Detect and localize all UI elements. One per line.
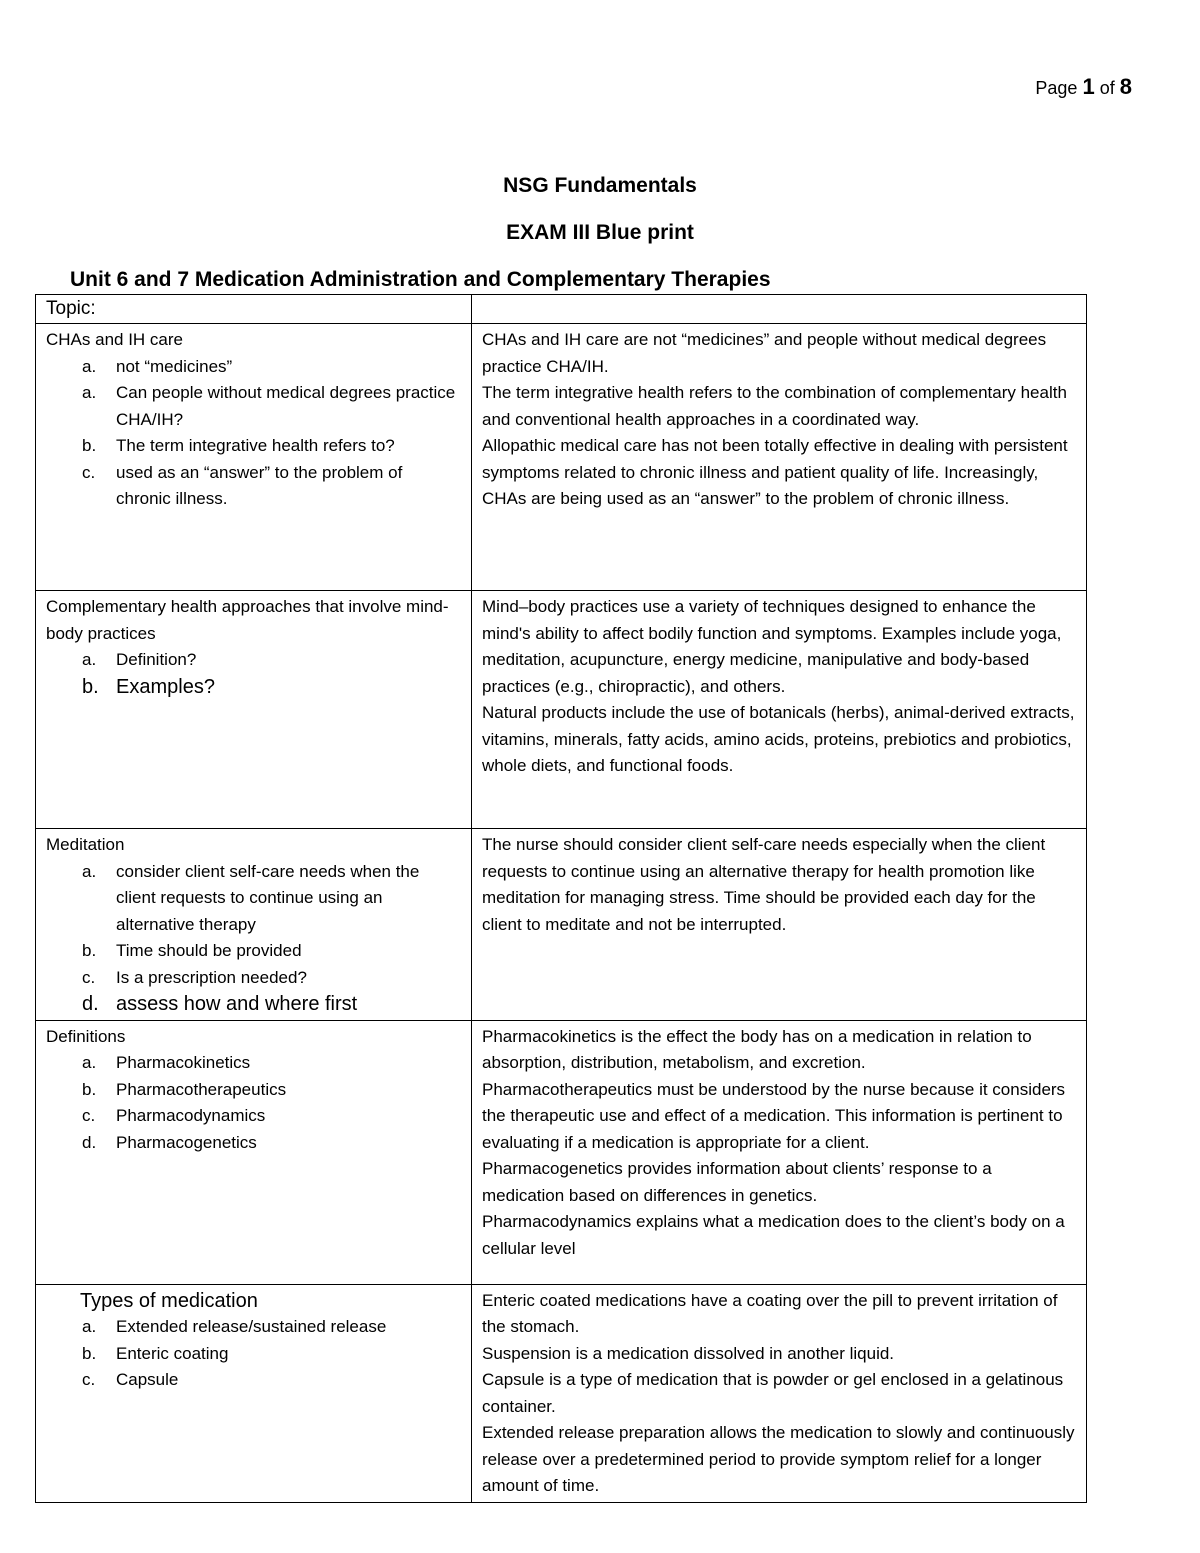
topic-cell (36, 1020, 472, 1284)
answer-paragraph: Extended release preparation allows the medication to slowly and continuously release over a predetermined period to provide symptom relief for a longer amount of time. (482, 1423, 1075, 1495)
blueprint-table (35, 294, 1087, 1503)
item-text: Examples? (116, 675, 215, 698)
answer-paragraph: Pharmacokinetics is the effect the body has on a medication in relation to absorption, distribution, metabolism, and excretion. (482, 1026, 1032, 1072)
item-text: Extended release/sustained release (116, 1317, 387, 1336)
item-text: Enteric coating (116, 1343, 229, 1363)
answer-header (472, 295, 1087, 324)
list-item (46, 674, 461, 701)
answer-paragraph: Pharmacodynamics explains what a medication does to the client’s body on a cellular level (482, 1212, 1065, 1258)
list-item (46, 1050, 461, 1077)
table-row (36, 1020, 1087, 1284)
answer-paragraph: Mind–body practices use a variety of techniques designed to enhance the mind's ability to affect bodily function and symptoms. Examples include yoga, meditation, acupuncture, energy medicine, manipulative and body-based practices (e.g., chiropractic), and others. (482, 597, 1062, 696)
item-marker: a. (82, 650, 97, 669)
list-item (46, 1103, 461, 1130)
item-text: consider client self-care needs when the client requests to continue using an alternative therapy (116, 861, 420, 934)
item-marker: d. (82, 1132, 97, 1152)
item-marker: a. (82, 1317, 97, 1336)
item-text: Pharmacotherapeutics (116, 1079, 287, 1099)
list-item (46, 1367, 461, 1394)
list-item (46, 433, 461, 460)
table-header-row (36, 295, 1087, 324)
topic-heading: Definitions (46, 1026, 126, 1046)
answer-paragraph: The nurse should consider client self-care needs especially when the client requests to continue using an alternative therapy for health promotion like meditation for managing stress. Time should be provided each day for the client to meditate and not be interrupted. (482, 835, 1046, 934)
topic-items (46, 1314, 461, 1394)
item-marker: b. (82, 941, 97, 960)
list-item (46, 938, 461, 965)
answer-paragraph: Natural products include the use of botanicals (herbs), animal-derived extracts, vitamins, minerals, fatty acids, amino acids, proteins, prebiotics and probiotics, whole diets, and functional foods. (482, 703, 1075, 775)
answer-cell (472, 829, 1087, 1021)
table-row (36, 1284, 1087, 1502)
item-marker: b. (82, 436, 97, 455)
list-item (46, 1077, 461, 1104)
topic-cell (36, 591, 472, 829)
item-text: Can people without medical degrees practice CHA/IH? (116, 383, 456, 429)
topic-heading: Meditation (46, 835, 125, 854)
list-item (46, 991, 461, 1018)
item-marker: a. (82, 383, 97, 402)
item-marker: d. (82, 993, 99, 1015)
answer-paragraph: Allopathic medical care has not been totally effective in dealing with persistent symptoms related to chronic illness and patient quality of life. Increasingly, CHAs are being used as an “answer” to the problem of chronic illness. (482, 436, 1068, 508)
table-row (36, 829, 1087, 1021)
item-text: Definition? (116, 650, 197, 669)
topic-items (46, 859, 461, 1018)
answer-cell (472, 591, 1087, 829)
item-text: Time should be provided (116, 941, 302, 960)
table-row (36, 324, 1087, 591)
item-text: The term integrative health refers to? (116, 436, 395, 455)
item-text: not “medicines” (116, 356, 233, 376)
topic-items (46, 647, 461, 700)
page-number (1035, 74, 1132, 100)
topic-cell (36, 324, 472, 591)
list-item (46, 1314, 461, 1341)
list-item (46, 965, 461, 992)
item-marker: b. (82, 1079, 97, 1099)
item-marker: b. (82, 1343, 97, 1363)
item-marker: c. (82, 462, 96, 482)
item-text: Pharmacokinetics (116, 1053, 251, 1072)
topic-heading: Complementary health approaches that involve mind-body practices (46, 597, 449, 643)
table-row (36, 591, 1087, 829)
item-marker: c. (82, 1106, 96, 1125)
answer-paragraph: Capsule is a type of medication that is powder or gel enclosed in a gelatinous container. (482, 1370, 1064, 1416)
answer-paragraph: Suspension is a medication dissolved in another liquid. (482, 1343, 895, 1363)
answer-paragraph: Pharmacogenetics provides information about clients’ response to a medication based on differences in genetics. (482, 1159, 992, 1205)
item-marker: a. (82, 861, 97, 881)
item-marker: c. (82, 967, 96, 987)
answer-paragraph: CHAs and IH care are not “medicines” and people without medical degrees practice CHA/IH. (482, 330, 1047, 376)
page-current: 1 (1082, 74, 1095, 99)
item-text: Is a prescription needed? (116, 967, 307, 987)
item-text: Pharmacodynamics (116, 1106, 266, 1125)
topic-header: Topic: (36, 295, 472, 324)
topic-items (46, 1050, 461, 1156)
page-of: of (1099, 78, 1115, 98)
item-text: Pharmacogenetics (116, 1132, 257, 1152)
course-title: NSG Fundamentals (503, 174, 697, 197)
topic-heading: Types of medication (80, 1289, 258, 1312)
answer-cell (472, 1020, 1087, 1284)
list-item (46, 859, 461, 939)
list-item (46, 647, 461, 674)
item-text: Capsule (116, 1370, 179, 1389)
list-item (46, 1130, 461, 1157)
page-label: Page (1035, 78, 1078, 98)
list-item (46, 460, 461, 513)
item-marker: c. (82, 1370, 96, 1389)
exam-title: EXAM III Blue print (506, 221, 694, 244)
list-item (46, 1341, 461, 1368)
topic-heading: CHAs and IH care (46, 330, 183, 349)
item-marker: a. (82, 1053, 97, 1072)
item-marker: b. (82, 675, 99, 698)
answer-paragraph: Pharmacotherapeutics must be understood by the nurse because it considers the therapeutic use and effect of a medication. This information is pertinent to evaluating if a medication is appropriate for a client. (482, 1079, 1066, 1152)
item-marker: a. (82, 356, 97, 376)
list-item (46, 354, 461, 381)
answer-cell (472, 1284, 1087, 1502)
topic-cell (36, 1284, 472, 1502)
page-total: 8 (1119, 74, 1132, 99)
topic-cell (36, 829, 472, 1021)
answer-paragraph: The term integrative health refers to the combination of complementary health and conventional health approaches in a coordinated way. (482, 383, 1067, 429)
list-item (46, 380, 461, 433)
topic-items (46, 354, 461, 513)
item-text: used as an “answer” to the problem of chronic illness. (116, 462, 403, 508)
unit-title: Unit 6 and 7 Medication Administration and Complementary Therapies (70, 268, 771, 291)
answer-paragraph: Enteric coated medications have a coating over the pill to prevent irritation of the stomach. (482, 1290, 1058, 1336)
item-text: assess how and where first (116, 993, 358, 1015)
answer-cell (472, 324, 1087, 591)
